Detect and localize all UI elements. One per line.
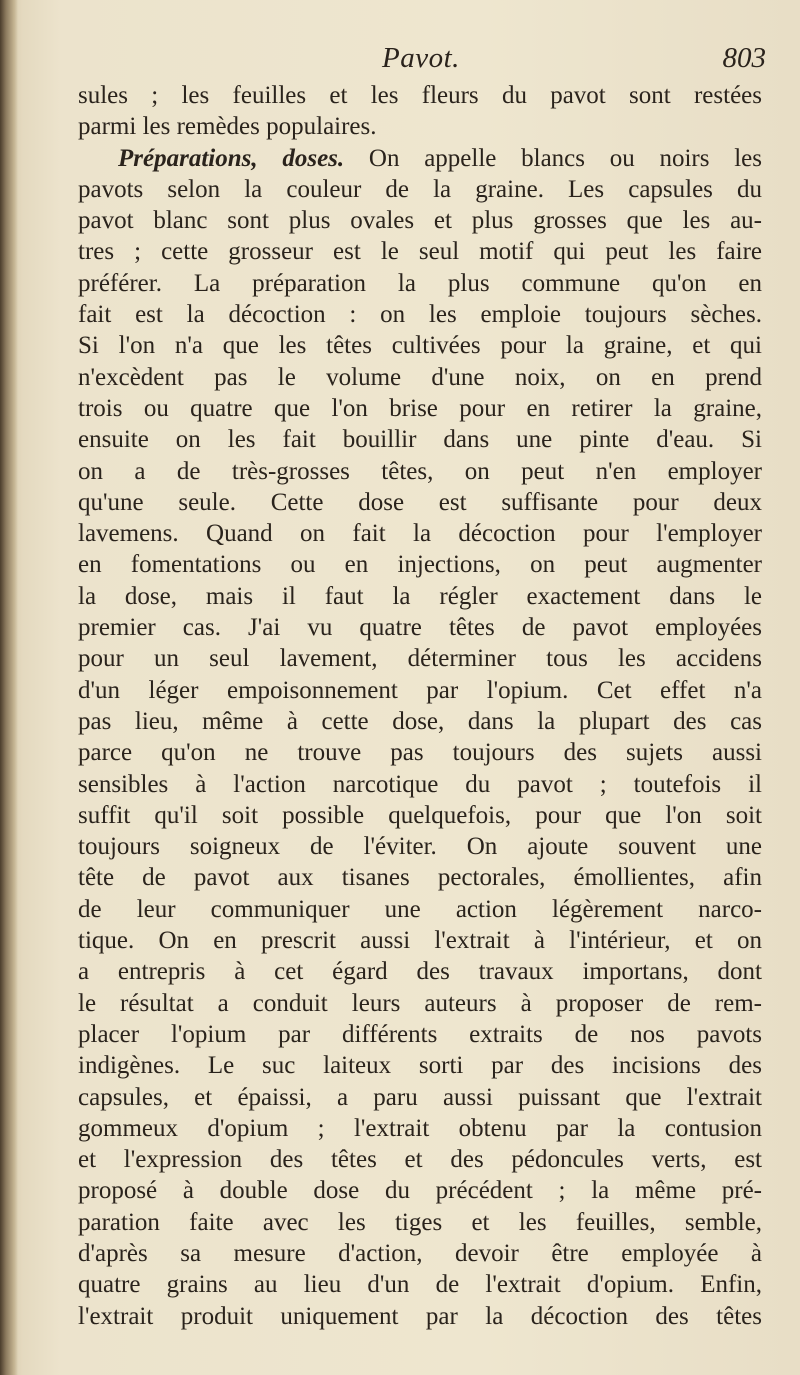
text-line: le résultat a conduit leurs auteurs à proposer de rem- (78, 989, 762, 1017)
text-line: pavots selon la couleur de la graine. Les capsules du (78, 175, 762, 203)
text-line: lavemens. Quand on fait la décoction pour l'employer (78, 520, 762, 548)
text-line: tres ; cette grosseur est le seul motif qui peut les faire (78, 238, 762, 266)
binding-gutter (0, 0, 18, 1375)
text-line: indigènes. Le suc laiteux sorti par des incisions des (78, 1052, 762, 1080)
text-line: pour un seul lavement, déterminer tous les accidens (78, 645, 762, 673)
text-line: a entrepris à cet égard des travaux importans, dont (78, 958, 762, 986)
text-line: la dose, mais il faut la régler exactement dans le (78, 582, 762, 610)
text-line: n'excèdent pas le volume d'une noix, on en prend (78, 363, 762, 391)
text-line: capsules, et épaissi, a paru aussi puissant que l'extrait (78, 1083, 762, 1111)
page-number: 803 (722, 42, 766, 74)
paragraph-1 (78, 80, 762, 143)
text-line: d'après sa mesure d'action, devoir être employée à (78, 1239, 762, 1267)
text-line: sensibles à l'action narcotique du pavot ; toutefois il (78, 770, 762, 798)
text-line: quatre grains au lieu d'un de l'extrait d'opium. Enfin, (78, 1271, 762, 1299)
text-line: pas lieu, même à cette dose, dans la plupart des cas (78, 707, 762, 735)
text-line: trois ou quatre que l'on brise pour en retirer la graine, (78, 394, 762, 422)
text-line: et l'expression des têtes et des pédoncules verts, est (78, 1146, 762, 1174)
text-line: ensuite on les fait bouillir dans une pinte d'eau. Si (78, 426, 762, 454)
heading-line-rest: On appelle blancs ou noirs les (368, 144, 762, 172)
text-line: tique. On en prescrit aussi l'extrait à l'intérieur, et on (78, 927, 762, 955)
text-line: de leur communiquer une action légèrement narco- (78, 895, 762, 923)
paragraph-2-first-line (78, 143, 762, 174)
text-line: paration faite avec les tiges et les feuilles, semble, (78, 1208, 762, 1236)
text-line: suffit qu'il soit possible quelquefois, pour que l'on soit (78, 801, 762, 829)
text-line: fait est la décoction : on les emploie toujours sèches. (78, 301, 762, 329)
text-line: proposé à double dose du précédent ; la même pré- (78, 1177, 762, 1205)
paragraph-2 (78, 143, 762, 1332)
text-line: en fomentations ou en injections, on peut augmenter (78, 551, 762, 579)
paragraph-2-lines (78, 174, 762, 1332)
text-line: Si l'on n'a que les têtes cultivées pour la graine, et qui (78, 332, 762, 360)
section-heading: Préparations, doses. (118, 144, 345, 172)
text-line: toujours soigneux de l'éviter. On ajoute souvent une (78, 833, 762, 861)
text-line: sules ; les feuilles et les fleurs du pavot sont restées (78, 82, 762, 109)
text-line: gommeux d'opium ; l'extrait obtenu par la contusion (78, 1114, 762, 1142)
text-line: l'extrait produit uniquement par la décoction des têtes (78, 1302, 762, 1330)
text-line: pavot blanc sont plus ovales et plus grosses que les au- (78, 207, 762, 235)
text-line: préférer. La préparation la plus commune qu'on en (78, 269, 762, 297)
text-line: parce qu'on ne trouve pas toujours des sujets aussi (78, 739, 762, 767)
text-line: placer l'opium par différents extraits de nos pavots (78, 1020, 762, 1048)
running-title: Pavot. (382, 42, 460, 74)
text-line: on a de très-grosses têtes, on peut n'en employer (78, 457, 762, 485)
text-line: tête de pavot aux tisanes pectorales, émollientes, afin (78, 864, 762, 892)
text-line: premier cas. J'ai vu quatre têtes de pavot employées (78, 614, 762, 642)
body-text (78, 80, 762, 1332)
text-line: d'un léger empoisonnement par l'opium. Cet effet n'a (78, 676, 762, 704)
text-line: qu'une seule. Cette dose est suffisante pour deux (78, 488, 762, 516)
text-line: parmi les remèdes populaires. (78, 113, 377, 141)
page-header (78, 42, 768, 82)
